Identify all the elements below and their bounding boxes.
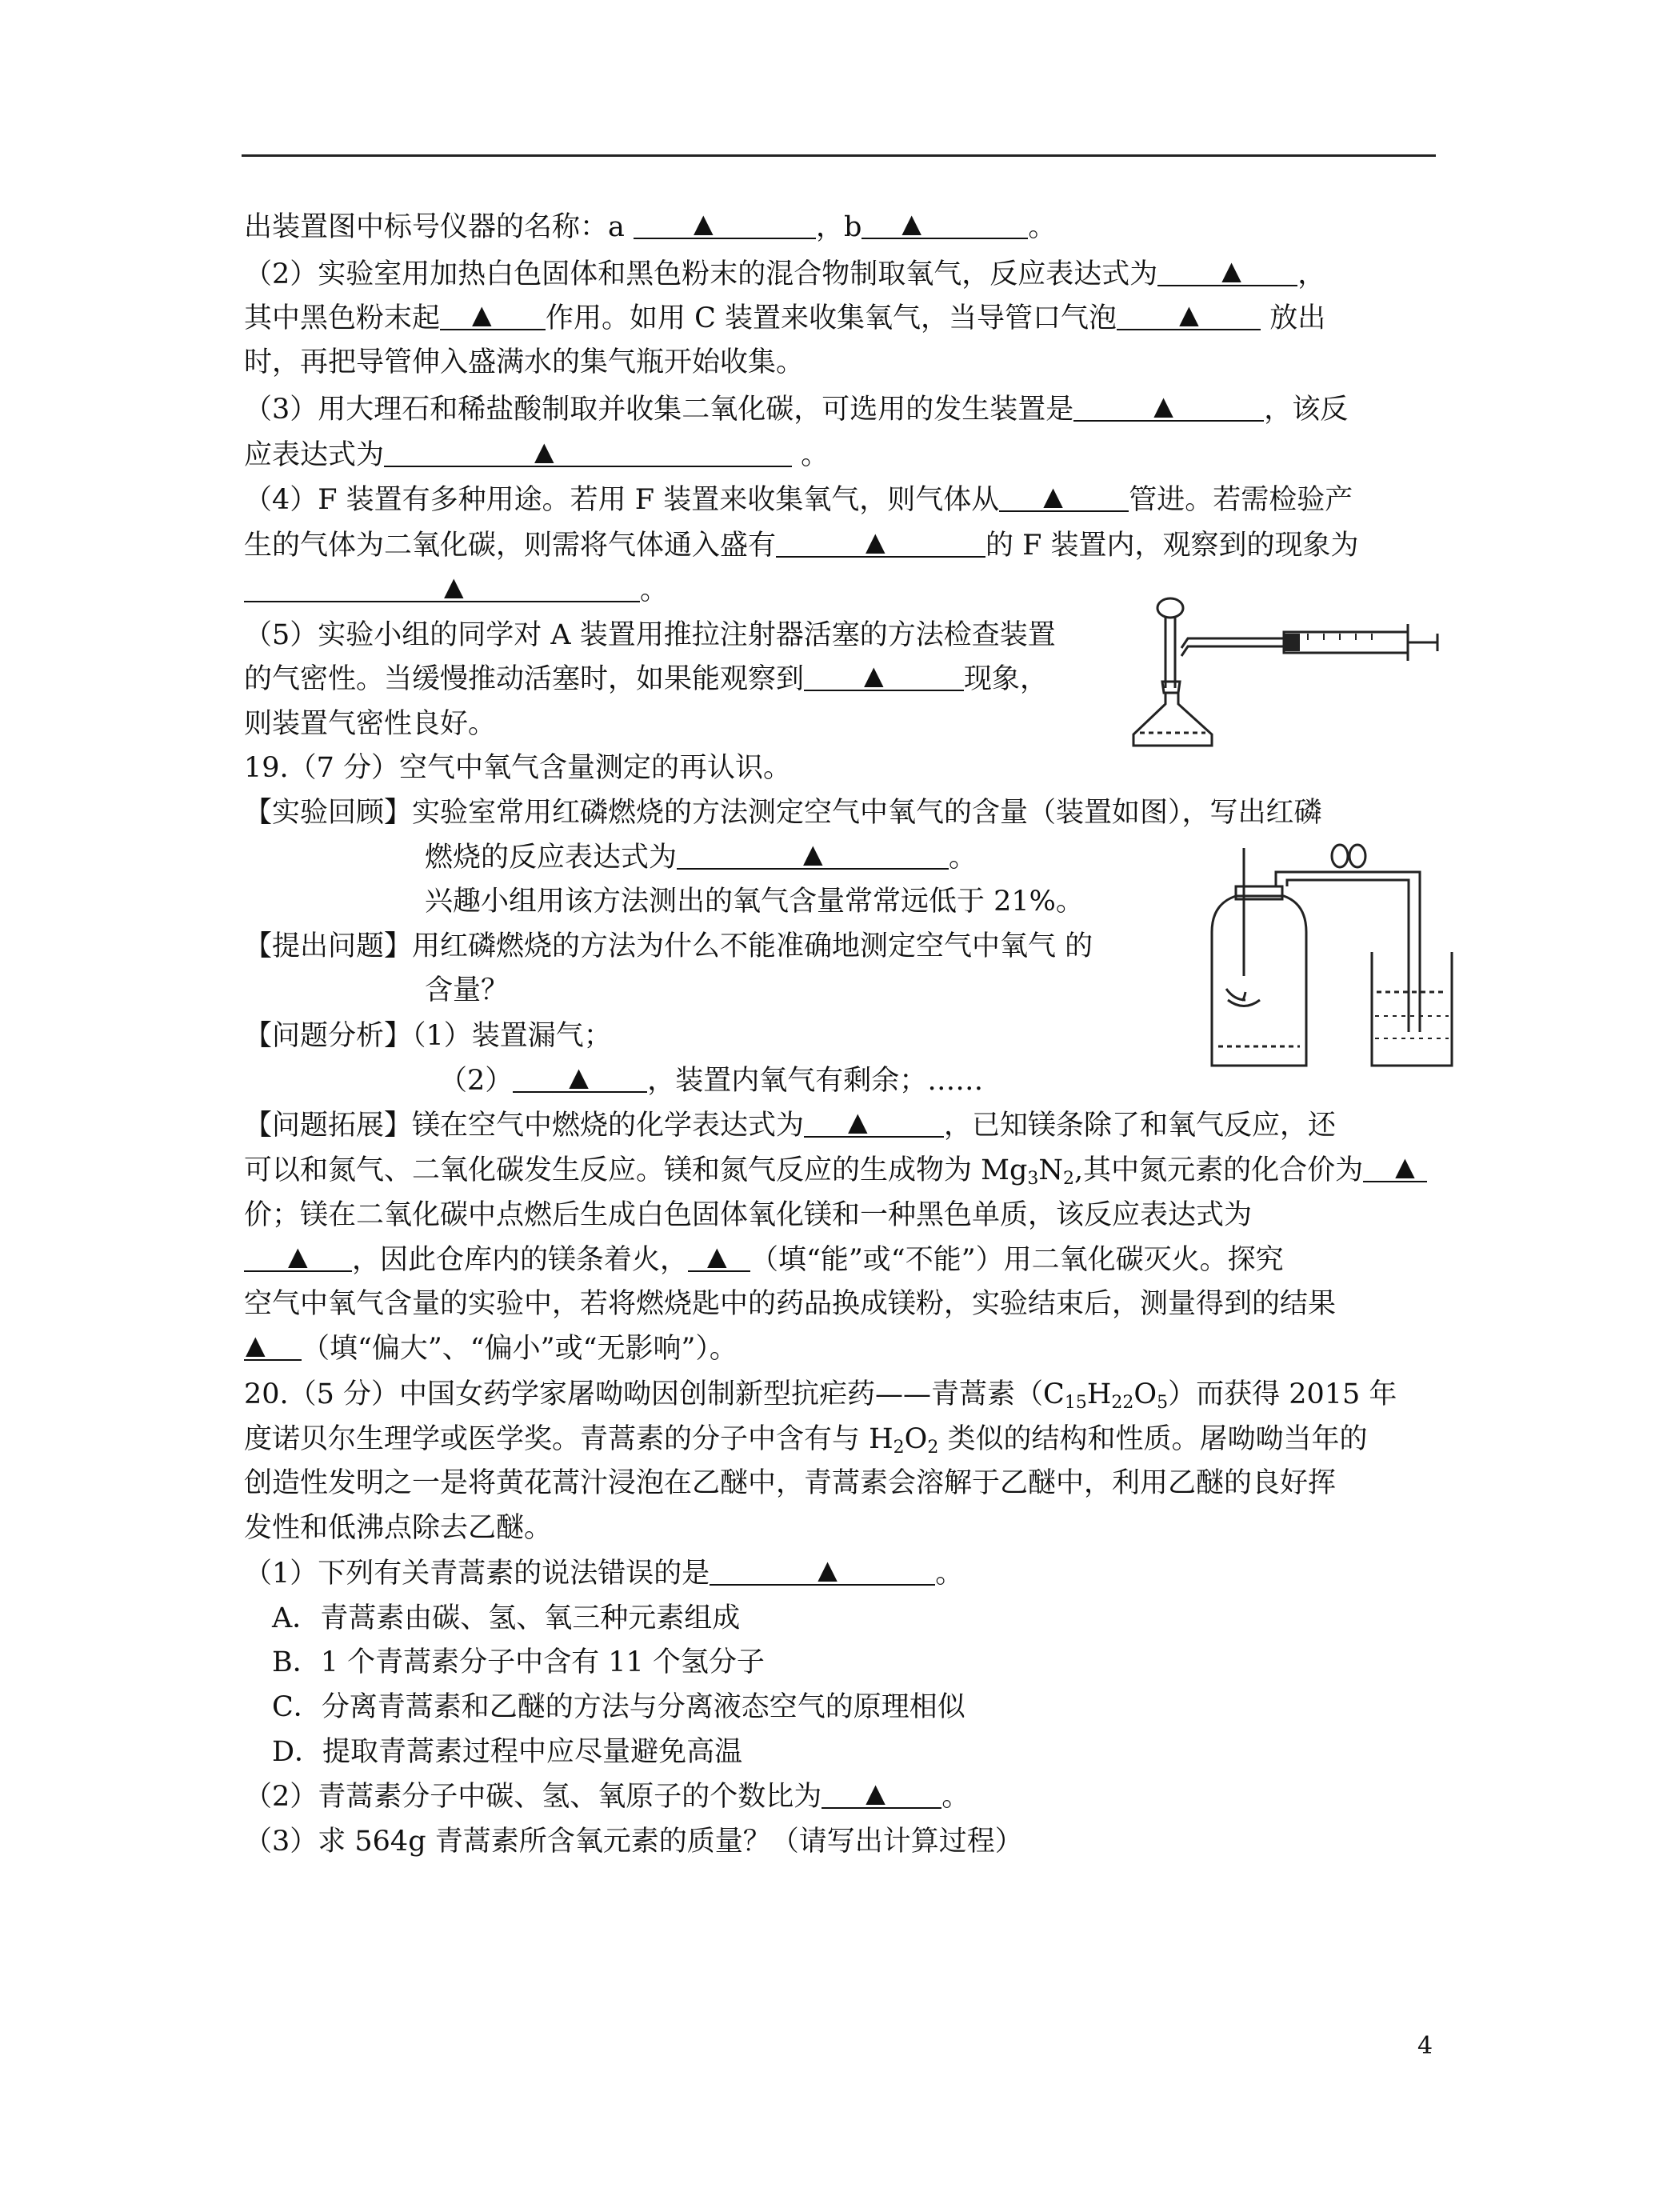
answer-blank[interactable]: ▲ xyxy=(1073,393,1264,422)
answer-blank[interactable]: ▲ xyxy=(1157,258,1297,286)
text-line: 其中黑色粉末起 ▲ 作用。如用 C 装置来收集氧气，当导管口气泡 ▲ 放出 xyxy=(244,299,1326,334)
answer-blank[interactable]: ▲ xyxy=(804,662,964,691)
text-line: 则装置气密性良好。 xyxy=(244,708,497,740)
answer-blank[interactable]: ▲ xyxy=(822,1780,941,1809)
text-line: （5）实验小组的同学对 A 装置用推拉注射器活塞的方法检查装置 xyxy=(244,619,1056,651)
answer-blank[interactable]: ▲ xyxy=(244,1243,352,1272)
answer-blank[interactable]: ▲ xyxy=(776,529,985,558)
text-line: 【实验回顾】实验室常用红磷燃烧的方法测定空气中氧气的含量（装置如图），写出红磷 xyxy=(244,797,1322,829)
text-line: （2） ▲ ，装置内氧气有剩余；…… xyxy=(439,1062,984,1097)
answer-blank[interactable]: ▲ xyxy=(440,302,546,330)
text-line: （1）下列有关青蒿素的说法错误的是 ▲ 。 xyxy=(244,1554,964,1590)
text-line: 【问题分析】（1）装置漏气； xyxy=(244,1020,612,1052)
text-line: 价；镁在二氧化碳中点燃后生成白色固体氧化镁和一种黑色单质，该反应表达式为 xyxy=(244,1199,1253,1231)
option-a: A．青蒿素由碳、氢、氧三种元素组成 xyxy=(272,1602,741,1634)
answer-blank[interactable]: ▲ xyxy=(804,1109,944,1138)
answer-blank[interactable]: ▲ xyxy=(513,1064,647,1093)
text-line: 发性和低沸点除去乙醚。 xyxy=(244,1512,553,1544)
answer-blank[interactable]: ▲ xyxy=(710,1557,935,1586)
text-line: （2）实验室用加热白色固体和黑色粉末的混合物制取氧气，反应表达式为 ▲ ， xyxy=(244,255,1326,290)
text-line: 出装置图中标号仪器的名称：a ▲ ，b ▲ 。 xyxy=(244,208,1057,243)
option-b: B．1 个青蒿素分子中含有 11 个氢分子 xyxy=(272,1646,765,1678)
answer-blank[interactable]: ▲ xyxy=(1363,1154,1427,1182)
answer-blank[interactable]: ▲ xyxy=(688,1243,750,1272)
question-19-heading: 19.（7 分）空气中氧气含量测定的再认识。 xyxy=(244,752,792,784)
text-line: （4）F 装置有多种用途。若用 F 装置来收集氧气，则气体从 ▲ 管进。若需检验产 xyxy=(244,481,1353,516)
header-rule xyxy=(242,154,1436,157)
answer-blank[interactable]: ▲ xyxy=(244,1332,302,1361)
text-line: （3）用大理石和稀盐酸制取并收集二氧化碳，可选用的发生装置是 ▲ ，该反 xyxy=(244,390,1349,426)
text-line: ▲ ，因此仓库内的镁条着火， ▲ （填“能”或“不能”）用二氧化碳灭火。探究 xyxy=(244,1238,1284,1282)
option-c: C．分离青蒿素和乙醚的方法与分离液态空气的原理相似 xyxy=(272,1691,965,1723)
text-line: 兴趣小组用该方法测出的氧气含量常常远低于 21%。 xyxy=(425,886,1084,918)
text-line: 的气密性。当缓慢推动活塞时，如果能观察到 ▲ 现象， xyxy=(244,660,1049,695)
text-line: 【问题拓展】镁在空气中燃烧的化学表达式为 ▲ ，已知镁条除了和氧气反应，还 xyxy=(244,1106,1337,1142)
answer-blank[interactable]: ▲ xyxy=(1117,302,1261,330)
text-line: 生的气体为二氧化碳，则需将气体通入盛有 ▲ 的 F 装置内，观察到的现象为 xyxy=(244,526,1359,562)
page-number: 4 xyxy=(1417,2032,1433,2060)
text-line: 【提出问题】用红磷燃烧的方法为什么不能准确地测定空气中氧气 的 xyxy=(244,930,1093,962)
phosphorus-apparatus-figure xyxy=(1204,840,1456,1080)
text-line: （3）求 564g 青蒿素所含氧元素的质量？（请写出计算过程） xyxy=(244,1826,1023,1858)
question-20-heading: 20.（5 分）中国女药学家屠呦呦因创制新型抗疟药——青蒿素$(C_{15}H_{22}O_5)$而获得 2015 年 xyxy=(244,1378,1397,1413)
text-line: 空气中氧气含量的实验中，若将燃烧匙中的药品换成镁粉，实验结束后，测量得到的结果 xyxy=(244,1288,1337,1320)
text-line: 含量？ xyxy=(425,974,510,1006)
text-line: 度诺贝尔生理学或医学奖。青蒿素的分子中含有与 $H_2O_2$ 类似的结构和性质。屠呦呦当年的 xyxy=(244,1423,1368,1458)
answer-blank[interactable]: ▲ xyxy=(861,210,1028,239)
text-line: 应表达式为 ▲ 。 xyxy=(244,436,830,471)
text-line: ▲ 。 xyxy=(244,568,668,613)
text-line: 时，再把导管伸入盛满水的集气瓶开始收集。 xyxy=(244,346,805,378)
text-line: （2）青蒿素分子中碳、氢、氧原子的个数比为 ▲ 。 xyxy=(244,1778,970,1813)
text-line: ▲ （填“偏大”、“偏小”或“无影响”）。 xyxy=(246,1330,738,1365)
answer-blank[interactable]: ▲ xyxy=(677,841,949,870)
answer-blank[interactable]: ▲ xyxy=(999,483,1129,512)
text-line: 创造性发明之一是将黄花蒿汁浸泡在乙醚中，青蒿素会溶解于乙醚中，利用乙醚的良好挥 xyxy=(244,1467,1337,1499)
option-d: D．提取青蒿素过程中应尽量避免高温 xyxy=(272,1736,743,1768)
answer-blank[interactable]: ▲ xyxy=(634,210,816,239)
syringe-flask-figure xyxy=(1124,592,1444,752)
text-line: 可以和氮气、二氧化碳发生反应。镁和氮气反应的生成物为 $Mg_3N_2$,其中氮元素的化合价为 ▲ xyxy=(244,1148,1427,1193)
text-line: 燃烧的反应表达式为 ▲ 。 xyxy=(425,838,977,874)
answer-blank[interactable]: ▲ xyxy=(244,574,640,602)
answer-blank[interactable]: ▲ xyxy=(384,438,792,467)
